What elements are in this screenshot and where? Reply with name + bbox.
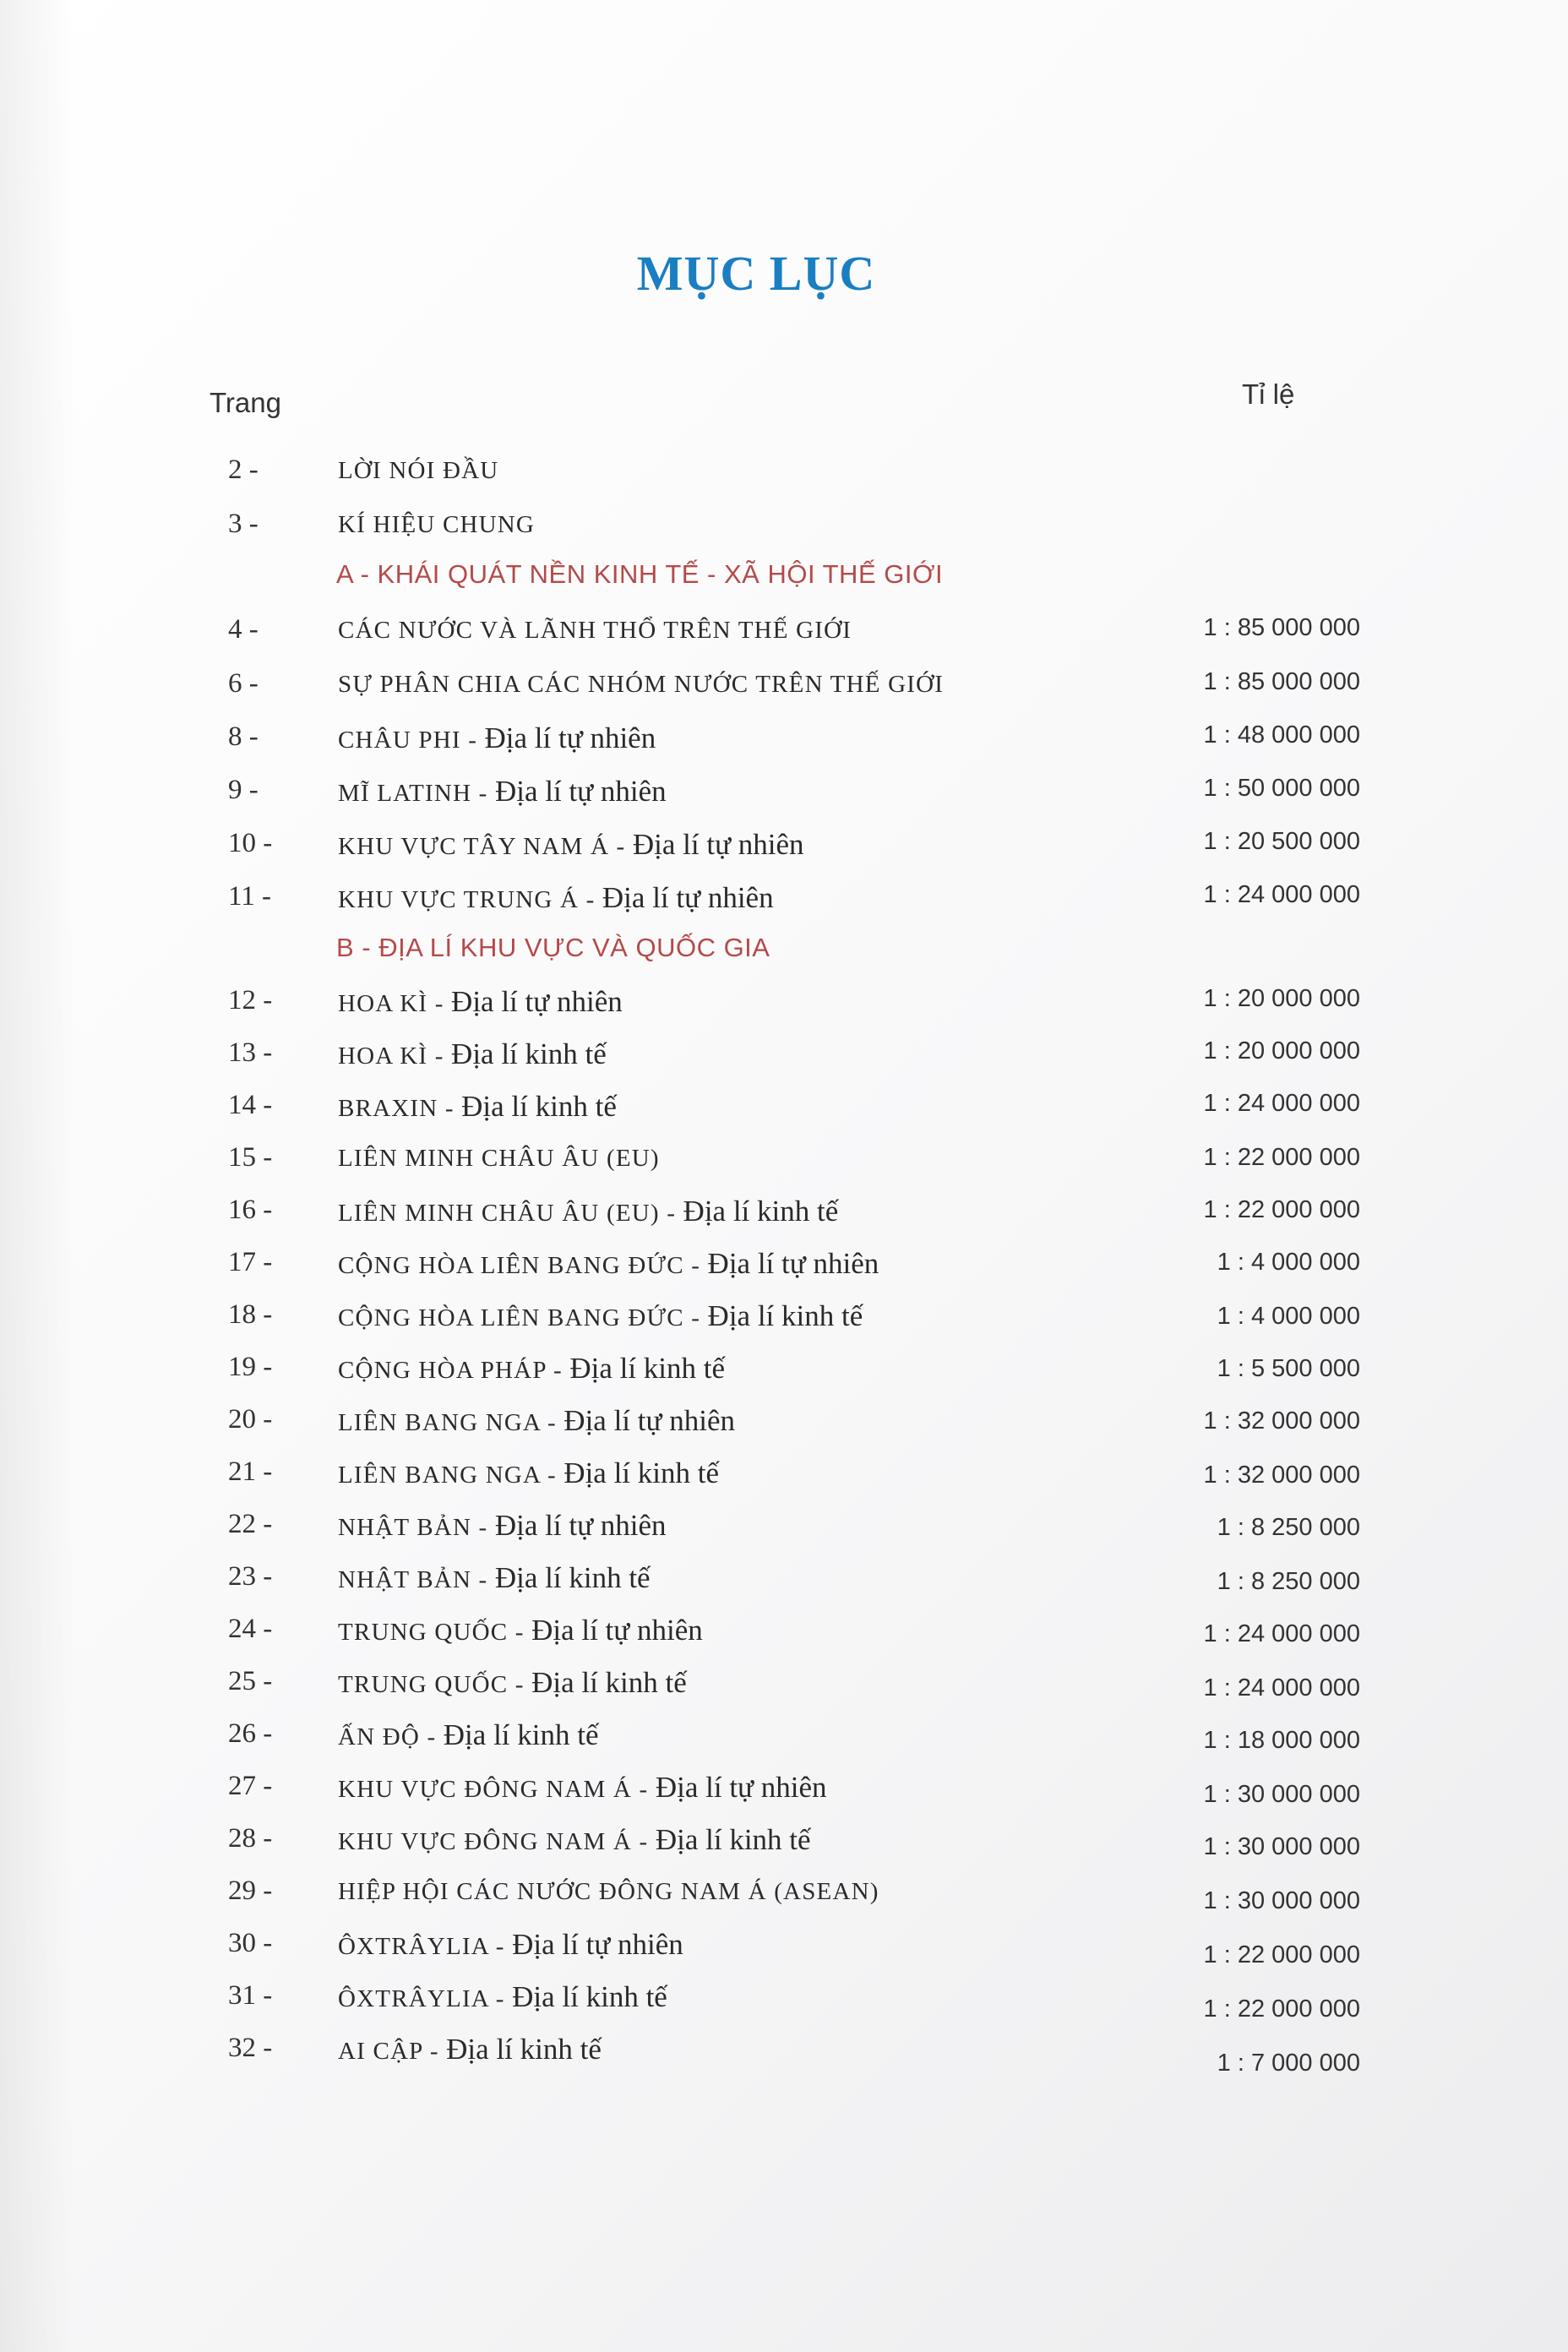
toc-entry-title xyxy=(338,775,667,808)
toc-entry-title xyxy=(338,1352,725,1386)
toc-map-scale: 1 : 50 000 000 xyxy=(1203,775,1360,802)
toc-entry-topic: Địa lí kinh tế xyxy=(451,1037,607,1070)
toc-entry xyxy=(0,1876,1568,1913)
toc-entry-region: KHU VỰC TÂY NAM Á - xyxy=(338,833,633,860)
toc-entry-region: KHU VỰC ĐÔNG NAM Á - xyxy=(338,1776,656,1803)
toc-entry-region: LIÊN MINH CHÂU ÂU (EU) xyxy=(338,1145,660,1172)
toc-page-number: 4 - xyxy=(228,614,259,645)
toc-entry-region: CỘNG HÒA PHÁP - xyxy=(338,1357,570,1384)
toc-entry-title xyxy=(338,881,774,915)
toc-entry-title xyxy=(338,2033,602,2066)
toc-page-number: 6 - xyxy=(228,668,259,699)
toc-map-scale: 1 : 32 000 000 xyxy=(1203,1407,1360,1435)
toc-page-number: 21 - xyxy=(228,1456,273,1487)
toc-entry-topic: Địa lí tự nhiên xyxy=(451,985,623,1018)
toc-entry-title xyxy=(338,455,498,486)
toc-entry xyxy=(0,775,1568,812)
toc-map-scale: 1 : 20 000 000 xyxy=(1203,985,1360,1012)
toc-entry-title xyxy=(338,1876,879,1907)
toc-entry xyxy=(0,455,1568,492)
toc-entry xyxy=(0,881,1568,918)
toc-map-scale: 1 : 22 000 000 xyxy=(1203,1144,1360,1171)
toc-entry-topic: Địa lí kinh tế xyxy=(569,1352,726,1385)
toc-page-number: 31 - xyxy=(228,1980,273,2011)
toc-entry xyxy=(0,828,1568,865)
toc-entry-title xyxy=(338,1247,879,1281)
toc-entry-title xyxy=(338,985,623,1019)
toc-entry xyxy=(0,1195,1568,1232)
toc-entry xyxy=(0,1404,1568,1441)
toc-map-scale: 1 : 4 000 000 xyxy=(1217,1249,1360,1276)
toc-entry xyxy=(0,1614,1568,1651)
toc-entry-region: SỰ PHÂN CHIA CÁC NHÓM NƯỚC TRÊN THẾ GIỚI xyxy=(338,671,945,698)
toc-page-number: 25 - xyxy=(228,1666,273,1696)
toc-page-number: 9 - xyxy=(228,775,259,805)
toc-map-scale: 1 : 24 000 000 xyxy=(1203,1674,1360,1701)
toc-entry-title xyxy=(338,1718,599,1752)
toc-page-number: 12 - xyxy=(228,985,273,1015)
toc-entry-region: LIÊN BANG NGA - xyxy=(338,1462,564,1489)
toc-entry-title xyxy=(338,1195,838,1228)
page-column-header: Trang xyxy=(210,387,281,418)
toc-entry-region: LIÊN BANG NGA - xyxy=(338,1409,564,1436)
toc-entry-region: KHU VỰC TRUNG Á - xyxy=(338,886,602,913)
toc-entry-topic: Địa lí tự nhiên xyxy=(512,1928,683,1961)
toc-entry xyxy=(0,2033,1568,2077)
toc-entry-region: CỘNG HÒA LIÊN BANG ĐỨC - xyxy=(338,1252,708,1279)
toc-entry-topic: Địa lí kinh tế xyxy=(512,1980,667,2013)
toc-entry-topic: Địa lí tự nhiên xyxy=(707,1247,879,1280)
toc-entry-title xyxy=(338,1561,651,1595)
toc-entry-title xyxy=(338,614,852,645)
toc-entry-topic: Địa lí kinh tế xyxy=(461,1090,617,1123)
toc-entry-title xyxy=(338,509,535,540)
toc-map-scale: 1 : 5 500 000 xyxy=(1217,1355,1360,1382)
toc-page-number: 27 - xyxy=(228,1771,273,1801)
toc-entry-region: ẤN ĐỘ - xyxy=(338,1723,444,1750)
toc-map-scale: 1 : 24 000 000 xyxy=(1203,1620,1360,1647)
toc-entry xyxy=(0,1561,1568,1598)
toc-entry-region: MĨ LATINH - xyxy=(338,780,495,807)
toc-map-scale: 1 : 8 250 000 xyxy=(1217,1514,1360,1541)
toc-entry xyxy=(0,614,1568,651)
toc-page-number: 3 - xyxy=(228,509,259,539)
toc-entry xyxy=(0,509,1568,546)
toc-page-number: 23 - xyxy=(228,1561,273,1592)
toc-entry-title xyxy=(338,828,804,862)
toc-entry-region: LIÊN MINH CHÂU ÂU (EU) - xyxy=(338,1200,683,1227)
toc-map-scale: 1 : 22 000 000 xyxy=(1203,1941,1360,1968)
toc-entry-region: NHẬT BẢN - xyxy=(338,1566,495,1593)
toc-page-number: 17 - xyxy=(228,1247,273,1277)
toc-entry-region: HOA KÌ - xyxy=(338,990,452,1017)
toc-map-scale: 1 : 7 000 000 xyxy=(1217,2050,1360,2077)
toc-entry-region: CỘNG HÒA LIÊN BANG ĐỨC - xyxy=(338,1304,708,1331)
toc-entry xyxy=(0,1823,1568,1860)
section-heading-b: B - ĐỊA LÍ KHU VỰC VÀ QUỐC GIA xyxy=(336,933,770,962)
toc-page-number: 13 - xyxy=(228,1037,273,1068)
toc-map-scale: 1 : 48 000 000 xyxy=(1203,721,1360,749)
toc-entry-topic: Địa lí kinh tế xyxy=(494,1561,651,1594)
toc-map-scale: 1 : 8 250 000 xyxy=(1217,1568,1360,1595)
toc-entry xyxy=(0,1980,1568,2023)
scale-column-header: Tỉ lệ xyxy=(1242,378,1295,410)
toc-entry-region: TRUNG QUỐC - xyxy=(338,1671,532,1698)
toc-map-scale: 1 : 18 000 000 xyxy=(1203,1727,1360,1754)
toc-map-scale: 1 : 85 000 000 xyxy=(1203,614,1360,641)
toc-entry xyxy=(0,1142,1568,1179)
toc-entry-topic: Địa lí kinh tế xyxy=(443,1718,599,1751)
toc-page-number: 19 - xyxy=(228,1352,273,1382)
toc-map-scale: 1 : 20 000 000 xyxy=(1203,1037,1360,1064)
toc-entry-title xyxy=(338,1456,719,1490)
toc-entry xyxy=(0,1247,1568,1284)
toc-map-scale: 1 : 85 000 000 xyxy=(1203,668,1360,695)
toc-entry xyxy=(0,1509,1568,1546)
toc-entry-topic: Địa lí kinh tế xyxy=(683,1195,839,1228)
toc-entry-region: CHÂU PHI - xyxy=(338,727,485,754)
toc-map-scale: 1 : 30 000 000 xyxy=(1203,1887,1360,1914)
toc-page-number: 18 - xyxy=(228,1299,273,1330)
toc-entry-topic: Địa lí tự nhiên xyxy=(655,1771,827,1804)
toc-page-number: 22 - xyxy=(228,1509,273,1539)
toc-map-scale: 1 : 24 000 000 xyxy=(1203,881,1360,908)
toc-entry-title xyxy=(338,1666,687,1700)
toc-page-number: 16 - xyxy=(228,1195,273,1225)
toc-map-scale: 1 : 4 000 000 xyxy=(1217,1303,1360,1330)
toc-page-number: 28 - xyxy=(228,1823,273,1854)
toc-entry-title xyxy=(338,1614,703,1647)
toc-entry-title xyxy=(338,1509,667,1543)
toc-entry-topic: Địa lí kinh tế xyxy=(446,2033,602,2066)
toc-map-scale: 1 : 30 000 000 xyxy=(1203,1781,1360,1808)
toc-entry-region: AI CẬP - xyxy=(338,2038,447,2065)
toc-entry-title xyxy=(338,1037,607,1071)
toc-page-number: 15 - xyxy=(228,1142,273,1173)
toc-entry xyxy=(0,1352,1568,1389)
toc-entry-topic: Địa lí kinh tế xyxy=(655,1823,811,1856)
toc-entry-region: ÔXTRÂYLIA - xyxy=(338,1933,513,1960)
toc-entry xyxy=(0,721,1568,759)
toc-entry-topic: Địa lí kinh tế xyxy=(564,1456,720,1489)
toc-map-scale: 1 : 22 000 000 xyxy=(1203,1196,1360,1223)
toc-entry-region: NHẬT BẢN - xyxy=(338,1514,495,1541)
toc-entry-title xyxy=(338,721,656,755)
toc-entry-topic: Địa lí tự nhiên xyxy=(531,1614,703,1647)
toc-page-number: 10 - xyxy=(228,828,273,858)
toc-page-number: 24 - xyxy=(228,1614,273,1644)
toc-entry-title xyxy=(338,1980,667,2014)
toc-page-number: 2 - xyxy=(228,455,259,485)
toc-entry-region: CÁC NƯỚC VÀ LÃNH THỔ TRÊN THẾ GIỚI xyxy=(338,617,852,644)
toc-page-number: 32 - xyxy=(228,2033,273,2063)
toc-map-scale: 1 : 22 000 000 xyxy=(1203,1995,1360,2023)
toc-map-scale: 1 : 20 500 000 xyxy=(1203,828,1360,855)
toc-map-scale: 1 : 24 000 000 xyxy=(1203,1090,1360,1117)
toc-entry xyxy=(0,668,1568,705)
toc-entry xyxy=(0,1666,1568,1703)
toc-entry xyxy=(0,1928,1568,1968)
toc-entry xyxy=(0,1037,1568,1075)
toc-entry-region: KHU VỰC ĐÔNG NAM Á - xyxy=(338,1828,656,1855)
toc-page-number: 8 - xyxy=(228,721,259,752)
toc-entry-title xyxy=(338,1404,735,1438)
toc-map-scale: 1 : 32 000 000 xyxy=(1203,1462,1360,1489)
toc-entry-title xyxy=(338,1142,660,1173)
toc-entry xyxy=(0,985,1568,1022)
toc-entry-title xyxy=(338,1090,617,1124)
toc-page-number: 14 - xyxy=(228,1090,273,1120)
toc-map-scale: 1 : 30 000 000 xyxy=(1203,1833,1360,1860)
toc-entry-title xyxy=(338,1823,811,1857)
toc-entry-topic: Địa lí kinh tế xyxy=(707,1299,863,1332)
toc-entry xyxy=(0,1718,1568,1756)
toc-entry xyxy=(0,1771,1568,1808)
toc-entry-region: HIỆP HỘI CÁC NƯỚC ĐÔNG NAM Á (ASEAN) xyxy=(338,1878,879,1905)
toc-entry-topic: Địa lí tự nhiên xyxy=(484,721,656,754)
toc-page-number: 26 - xyxy=(228,1718,273,1749)
toc-entry-topic: Địa lí tự nhiên xyxy=(632,828,804,861)
toc-page-number: 30 - xyxy=(228,1928,273,1958)
toc-entry-title xyxy=(338,1928,683,1962)
toc-entry-title xyxy=(338,1299,863,1333)
toc-entry-region: KÍ HIỆU CHUNG xyxy=(338,511,536,538)
toc-entry xyxy=(0,1090,1568,1127)
toc-entry xyxy=(0,1299,1568,1337)
toc-page-number: 29 - xyxy=(228,1876,273,1906)
toc-entry-title xyxy=(338,668,944,700)
toc-entry xyxy=(0,1456,1568,1494)
toc-entry-topic: Địa lí tự nhiên xyxy=(494,1509,667,1542)
toc-entry-region: ÔXTRÂYLIA - xyxy=(338,1985,513,2012)
section-heading-a: A - KHÁI QUÁT NỀN KINH TẾ - XÃ HỘI THẾ GIỚI xyxy=(336,559,944,589)
toc-entry-region: LỜI NÓI ĐẦU xyxy=(338,457,499,484)
toc-page-number: 11 - xyxy=(228,881,272,912)
toc-page-number: 20 - xyxy=(228,1404,273,1435)
page-title: MỤC LỤC xyxy=(636,246,876,301)
toc-entry-region: TRUNG QUỐC - xyxy=(338,1619,532,1646)
toc-entry-topic: Địa lí tự nhiên xyxy=(602,881,774,914)
toc-entry-topic: Địa lí tự nhiên xyxy=(494,775,667,808)
toc-entry-region: HOA KÌ - xyxy=(338,1043,452,1070)
toc-entry-title xyxy=(338,1771,827,1805)
toc-entry-topic: Địa lí kinh tế xyxy=(531,1666,687,1699)
toc-entry-topic: Địa lí tự nhiên xyxy=(564,1404,735,1437)
toc-entry-region: BRAXIN - xyxy=(338,1095,462,1122)
